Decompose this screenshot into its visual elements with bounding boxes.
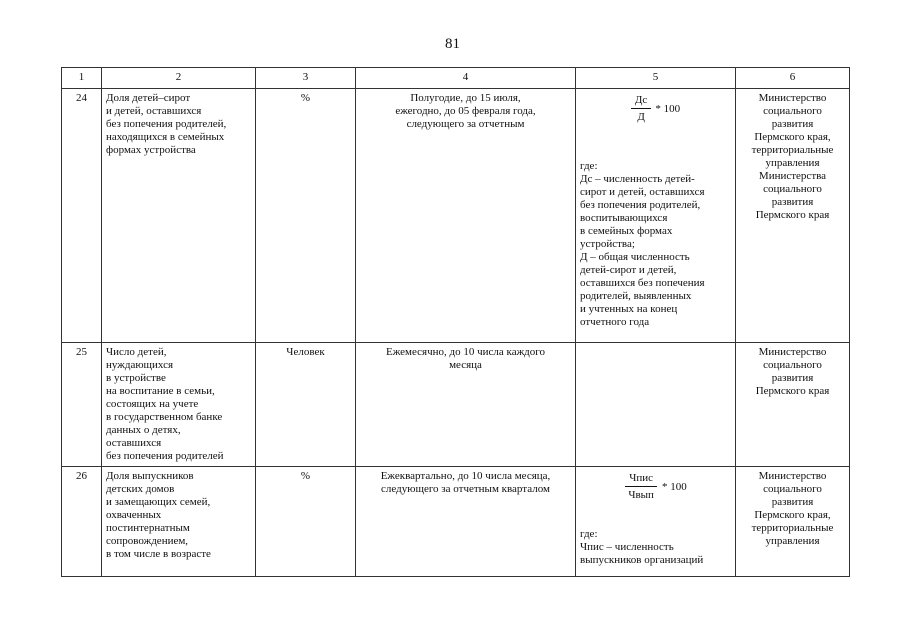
formula-numerator: Дс <box>631 94 651 109</box>
unit: % <box>256 89 356 343</box>
table-row <box>62 89 850 343</box>
page-number: 81 <box>445 36 460 52</box>
responsible-body: Министерство социального развития Пермского края, территориальные управления <box>736 467 850 577</box>
reporting-period: Полугодие, до 15 июля, ежегодно, до 05 февраля года, следующего за отчетным <box>356 89 576 343</box>
formula-multiplier: * 100 <box>655 102 681 115</box>
row-number: 24 <box>62 89 102 343</box>
fraction <box>631 94 651 124</box>
formula-denominator: Д <box>637 111 645 123</box>
header-cell-5: 5 <box>576 68 736 89</box>
unit: % <box>256 467 356 577</box>
header-cell-4: 4 <box>356 68 576 89</box>
header-cell-2: 2 <box>102 68 256 89</box>
fraction <box>624 472 658 502</box>
formula-denominator: Чвып <box>628 489 654 501</box>
row-number: 25 <box>62 343 102 467</box>
formula-explanation: где: Дс – численность детей- сирот и детей, оставшихся без попечения родителей, воспитывающихся в семейных формах устройства; Д – общая численность детей-сирот и детей, оставшихся без попечения родителей, выявленных и учтенных на конец отчетного года <box>580 160 705 328</box>
calculation-method <box>576 89 736 343</box>
row-number: 26 <box>62 467 102 577</box>
header-cell-1: 1 <box>62 68 102 89</box>
calculation-method <box>576 343 736 467</box>
calculation-method <box>576 467 736 577</box>
indicator-name: Доля выпускников детских домов и замещающих семей, охваченных постинтернатным сопровождением, в том числе в возрасте <box>102 467 256 577</box>
responsible-body: Министерство социального развития Пермского края <box>736 343 850 467</box>
reporting-period: Ежеквартально, до 10 числа месяца, следующего за отчетным кварталом <box>356 467 576 577</box>
table-row <box>62 343 850 467</box>
formula-multiplier: * 100 <box>661 480 687 493</box>
formula <box>580 472 731 502</box>
reporting-period: Ежемесячно, до 10 числа каждого месяца <box>356 343 576 467</box>
indicator-name: Число детей, нуждающихся в устройстве на воспитание в семьи, состоящих на учете в государственном банке данных о детях, оставшихся без попечения родителей <box>102 343 256 467</box>
indicator-name: Доля детей–сирот и детей, оставшихся без попечения родителей, находящихся в семейных формах устройства <box>102 89 256 343</box>
responsible-body: Министерство социального развития Пермского края, территориальные управления Министерства социального развития Пермского края <box>736 89 850 343</box>
formula <box>580 94 731 124</box>
header-cell-6: 6 <box>736 68 850 89</box>
unit: Человек <box>256 343 356 467</box>
formula-explanation: где: Чпис – численность выпускников организаций <box>580 528 704 566</box>
formula-numerator: Чпис <box>625 472 657 487</box>
header-cell-3: 3 <box>256 68 356 89</box>
table-row <box>62 467 850 577</box>
indicators-table <box>61 67 850 577</box>
table-header-row <box>62 68 850 89</box>
